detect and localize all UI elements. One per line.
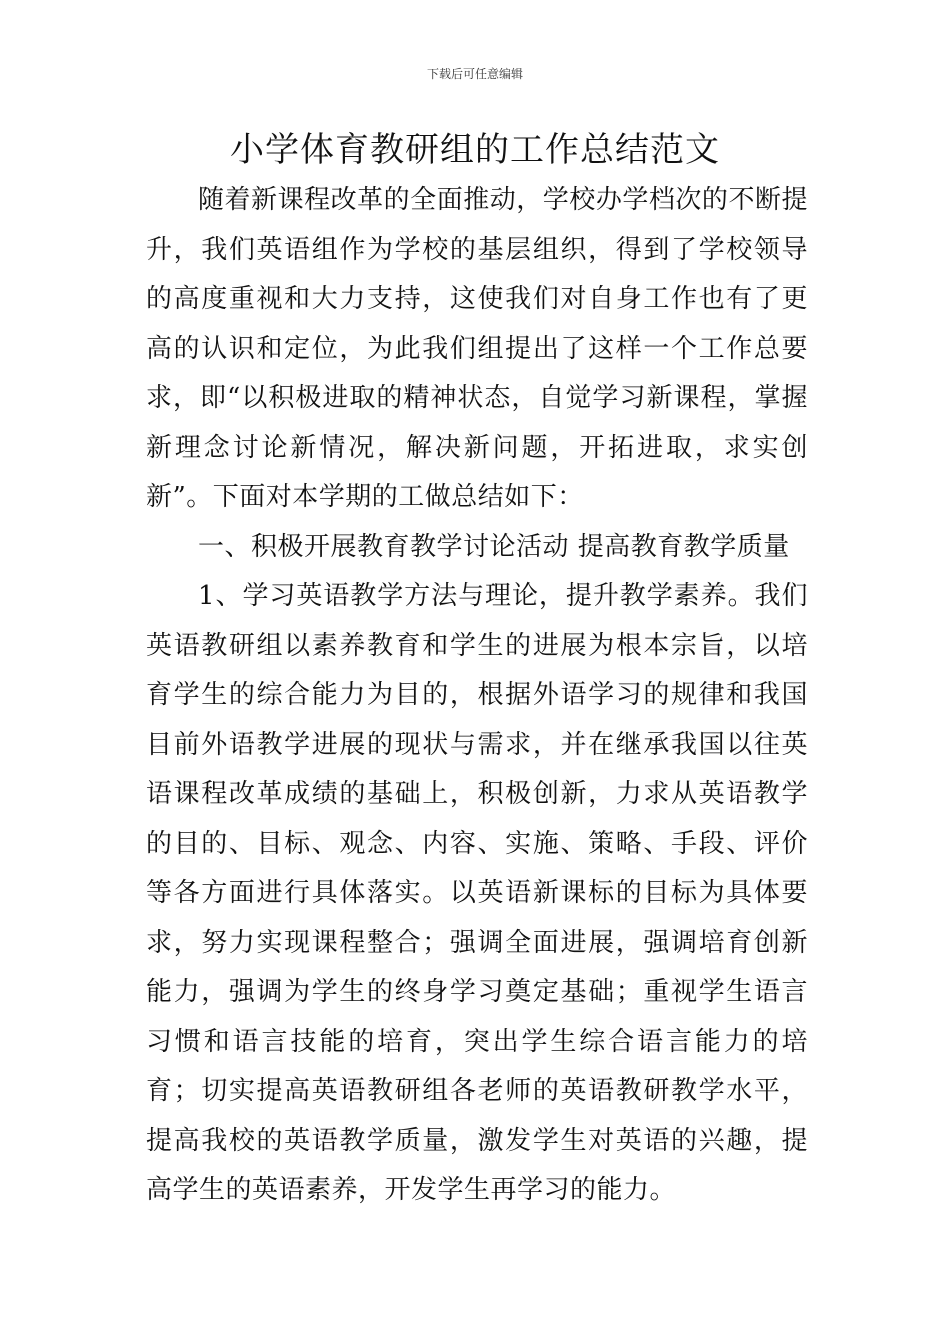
intro-paragraph: 随着新课程改革的全面推动，学校办学档次的不断提升，我们英语组作为学校的基层组织，得到了学校领导的高度重视和大力支持，这使我们对自身工作也有了更高的认识和定位，为此我们组提出了这样一个工作总要求，即“以积极进取的精神状态，自觉学习新课程，掌握新理念讨论新情况，解决新问题，开拓进取，求实创新”。下面对本学期的工做总结如下：	[146, 185, 808, 512]
section-heading: 一、积极开展教育教学讨论活动 提高教育教学质量	[198, 531, 790, 562]
body-paragraph: 1、学习英语教学方法与理论，提升教学素养。我们英语教研组以素养教育和学生的进展为根本宗旨，以培育学生的综合能力为目的，根据外语学习的规律和我国目前外语教学进展的现状与需求，并在继承我国以往英语课程改革成绩的基础上，积极创新，力求从英语教学的目的、目标、观念、内容、实施、策略、手段、评价等各方面进行具体落实。以英语新课标的目标为具体要求，努力实现课程整合；强调全面进展，强调培育创新能力，强调为学生的终身学习奠定基础；重视学生语言习惯和语言技能的培育，突出学生综合语言能力的培育；切实提高英语教研组各老师的英语教研教学水平，提高我校的英语教学质量，激发学生对英语的兴趣，提高学生的英语素养，开发学生再学习的能力。	[146, 581, 808, 1205]
document-body	[146, 176, 808, 1216]
header-note: 下载后可任意编辑	[426, 67, 523, 81]
document-title: 小学体育教研组的工作总结范文	[230, 130, 720, 170]
